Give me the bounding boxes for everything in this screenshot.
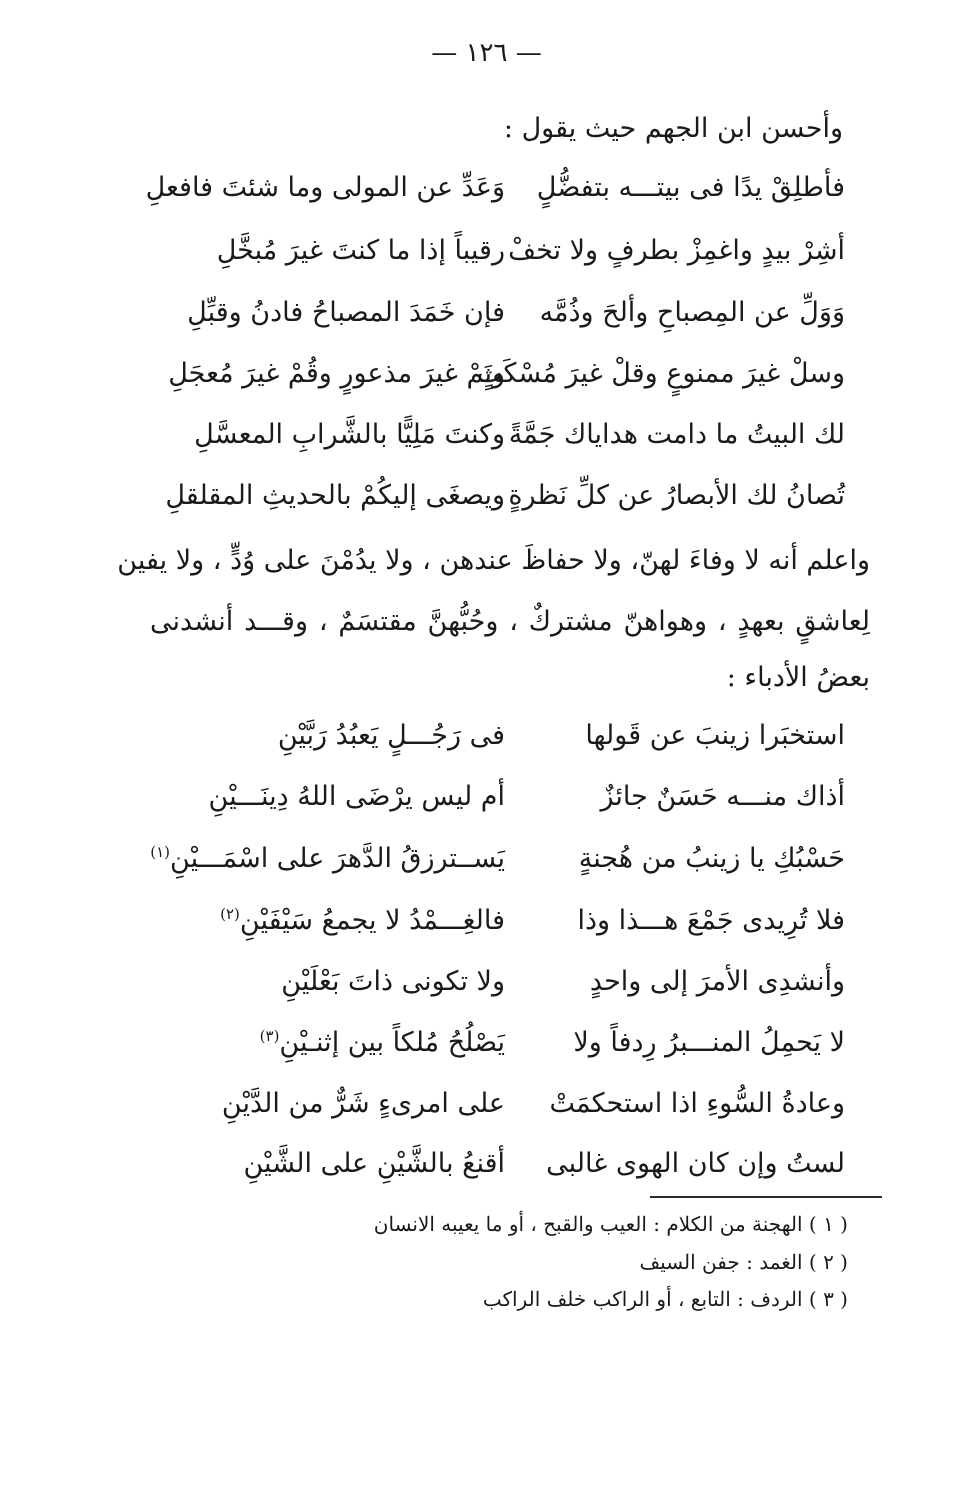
- hemistich-first: حَسْبُكِ يا زينبُ من هُجنةٍ: [578, 843, 845, 874]
- hemistich-second: ونَمْ غيرَ مذعورٍ وقُمْ غيرَ مُعجَلِ: [168, 358, 505, 389]
- verse: [175, 1027, 845, 1077]
- hemistich-first: فلا تُرِيدى جَمْعَ هـــذا وذا: [577, 905, 845, 936]
- hemistich-second: أقنعُ بالشَّيْنِ على الشَّيْنِ: [243, 1148, 505, 1179]
- hemistich-second: فالغِـــمْدُ لا يجمعُ سَيْفَيْنِ$^{(٢)}$: [220, 905, 505, 936]
- prose-line: بعضُ الأدباء :: [726, 662, 870, 693]
- hemistich-first: وأنشدِى الأمرَ إلى واحدٍ: [589, 966, 845, 997]
- verse: [175, 419, 845, 469]
- verse: [175, 781, 845, 831]
- verse: [150, 843, 845, 893]
- hemistich-second: يَســترزقُ الدَّهرَ على اسْمَـــيْنِ$^{(١)}$: [150, 843, 505, 874]
- hemistich-first: لك البيتُ ما دامت هداياك جَمَّةً: [508, 419, 845, 450]
- hemistich-second: على امرىءٍ شَرٌّ من الدَّيْنِ: [221, 1088, 505, 1119]
- hemistich-first: وَوَلِّ عن المِصباحِ وألحَ وذُمَّه: [539, 297, 845, 328]
- footnote: ( ٣ ) الردف : التابع ، أو الراكب خلف الراكب: [482, 1287, 848, 1311]
- hemistich-first: فأطلِقْ يدًا فى بيتـــه بتفضُّلٍ: [536, 172, 845, 203]
- hemistich-first: وسلْ غيرَ ممنوعٍ وقلْ غيرَ مُسْكَتٍ: [477, 358, 845, 389]
- footnote-marker: (١): [150, 843, 171, 861]
- hemistich-first: استخبَرا زينبَ عن قَولها: [585, 720, 845, 751]
- hemistich-second: وَعَدِّ عن المولى وما شئتَ فافعلِ: [145, 172, 505, 203]
- verse: [175, 1088, 845, 1138]
- verse: [175, 905, 845, 955]
- footnote-marker: (٢): [220, 905, 240, 923]
- footnote-divider: [650, 1196, 882, 1198]
- hemistich-second: فإن خَمَدَ المصباحُ فادنُ وقبِّلِ: [187, 297, 505, 328]
- verse: [175, 235, 845, 285]
- verse: [145, 172, 845, 222]
- prose-line: واعلم أنه لا وفاءَ لهنّ، ولا حفاظَ عندهن ، ولا يدُمْنَ على وُدٍّ ، ولا يفين: [117, 545, 870, 576]
- hemistich-second: رقيباً إذا ما كنتَ غيرَ مُبخَّلِ: [216, 235, 505, 266]
- hemistich-first: أذاك منـــه حَسَنٌ جائزٌ: [600, 781, 845, 812]
- intro-line: وأحسن ابن الجهم حيث يقول :: [503, 113, 843, 144]
- hemistich-first: تُصانُ لك الأبصارُ عن كلِّ نَظرةٍ: [508, 480, 845, 511]
- footnote: ( ٢ ) الغمد : جفن السيف: [639, 1250, 848, 1274]
- hemistich-second: وكنتَ مَلِيًّا بالشَّرابِ المعسَّلِ: [194, 419, 505, 450]
- verse: [165, 480, 845, 530]
- verse: [175, 966, 845, 1016]
- verse: [175, 297, 845, 347]
- page-number: — ١٢٦ —: [431, 38, 542, 68]
- hemistich-second: ولا تكونى ذاتَ بَعْلَيْنِ: [281, 966, 505, 997]
- prose-line: لِعاشقٍ بعهدٍ ، وهواهنّ مشتركٌ ، وحُبُّهنَّ مقتسَمٌ ، وقـــد أنشدنى: [150, 606, 870, 637]
- hemistich-second: فى رَجُـــلٍ يَعبُدُ رَبَّيْنِ: [277, 720, 505, 751]
- footnote-marker: (٣): [259, 1027, 280, 1045]
- footnote: ( ١ ) الهجنة من الكلام : العيب والقبح ، أو ما يعيبه الانسان: [373, 1212, 848, 1236]
- verse: [175, 720, 845, 770]
- verse: [168, 358, 845, 408]
- hemistich-first: وعادةُ السُّوءِ اذا استحكمَتْ: [549, 1088, 845, 1119]
- hemistich-second: أم ليس يرْضَى اللهُ دِينَـــيْنِ: [208, 781, 505, 812]
- hemistich-second: ويصغَى إليكُمْ بالحديثِ المقلقلِ: [165, 480, 505, 511]
- hemistich-first: أشِرْ بيدٍ واغمِزْ بطرفٍ ولا تخفْ: [508, 235, 845, 266]
- hemistich-second: يَصْلُحُ مُلكاً بين إثنـيْنِ$^{(٣)}$: [259, 1027, 505, 1058]
- hemistich-first: لا يَحمِلُ المنـــبرُ رِدفاً ولا: [573, 1027, 845, 1058]
- hemistich-first: لستُ وإن كان الهوى غالبى: [546, 1148, 845, 1179]
- verse: [175, 1148, 845, 1198]
